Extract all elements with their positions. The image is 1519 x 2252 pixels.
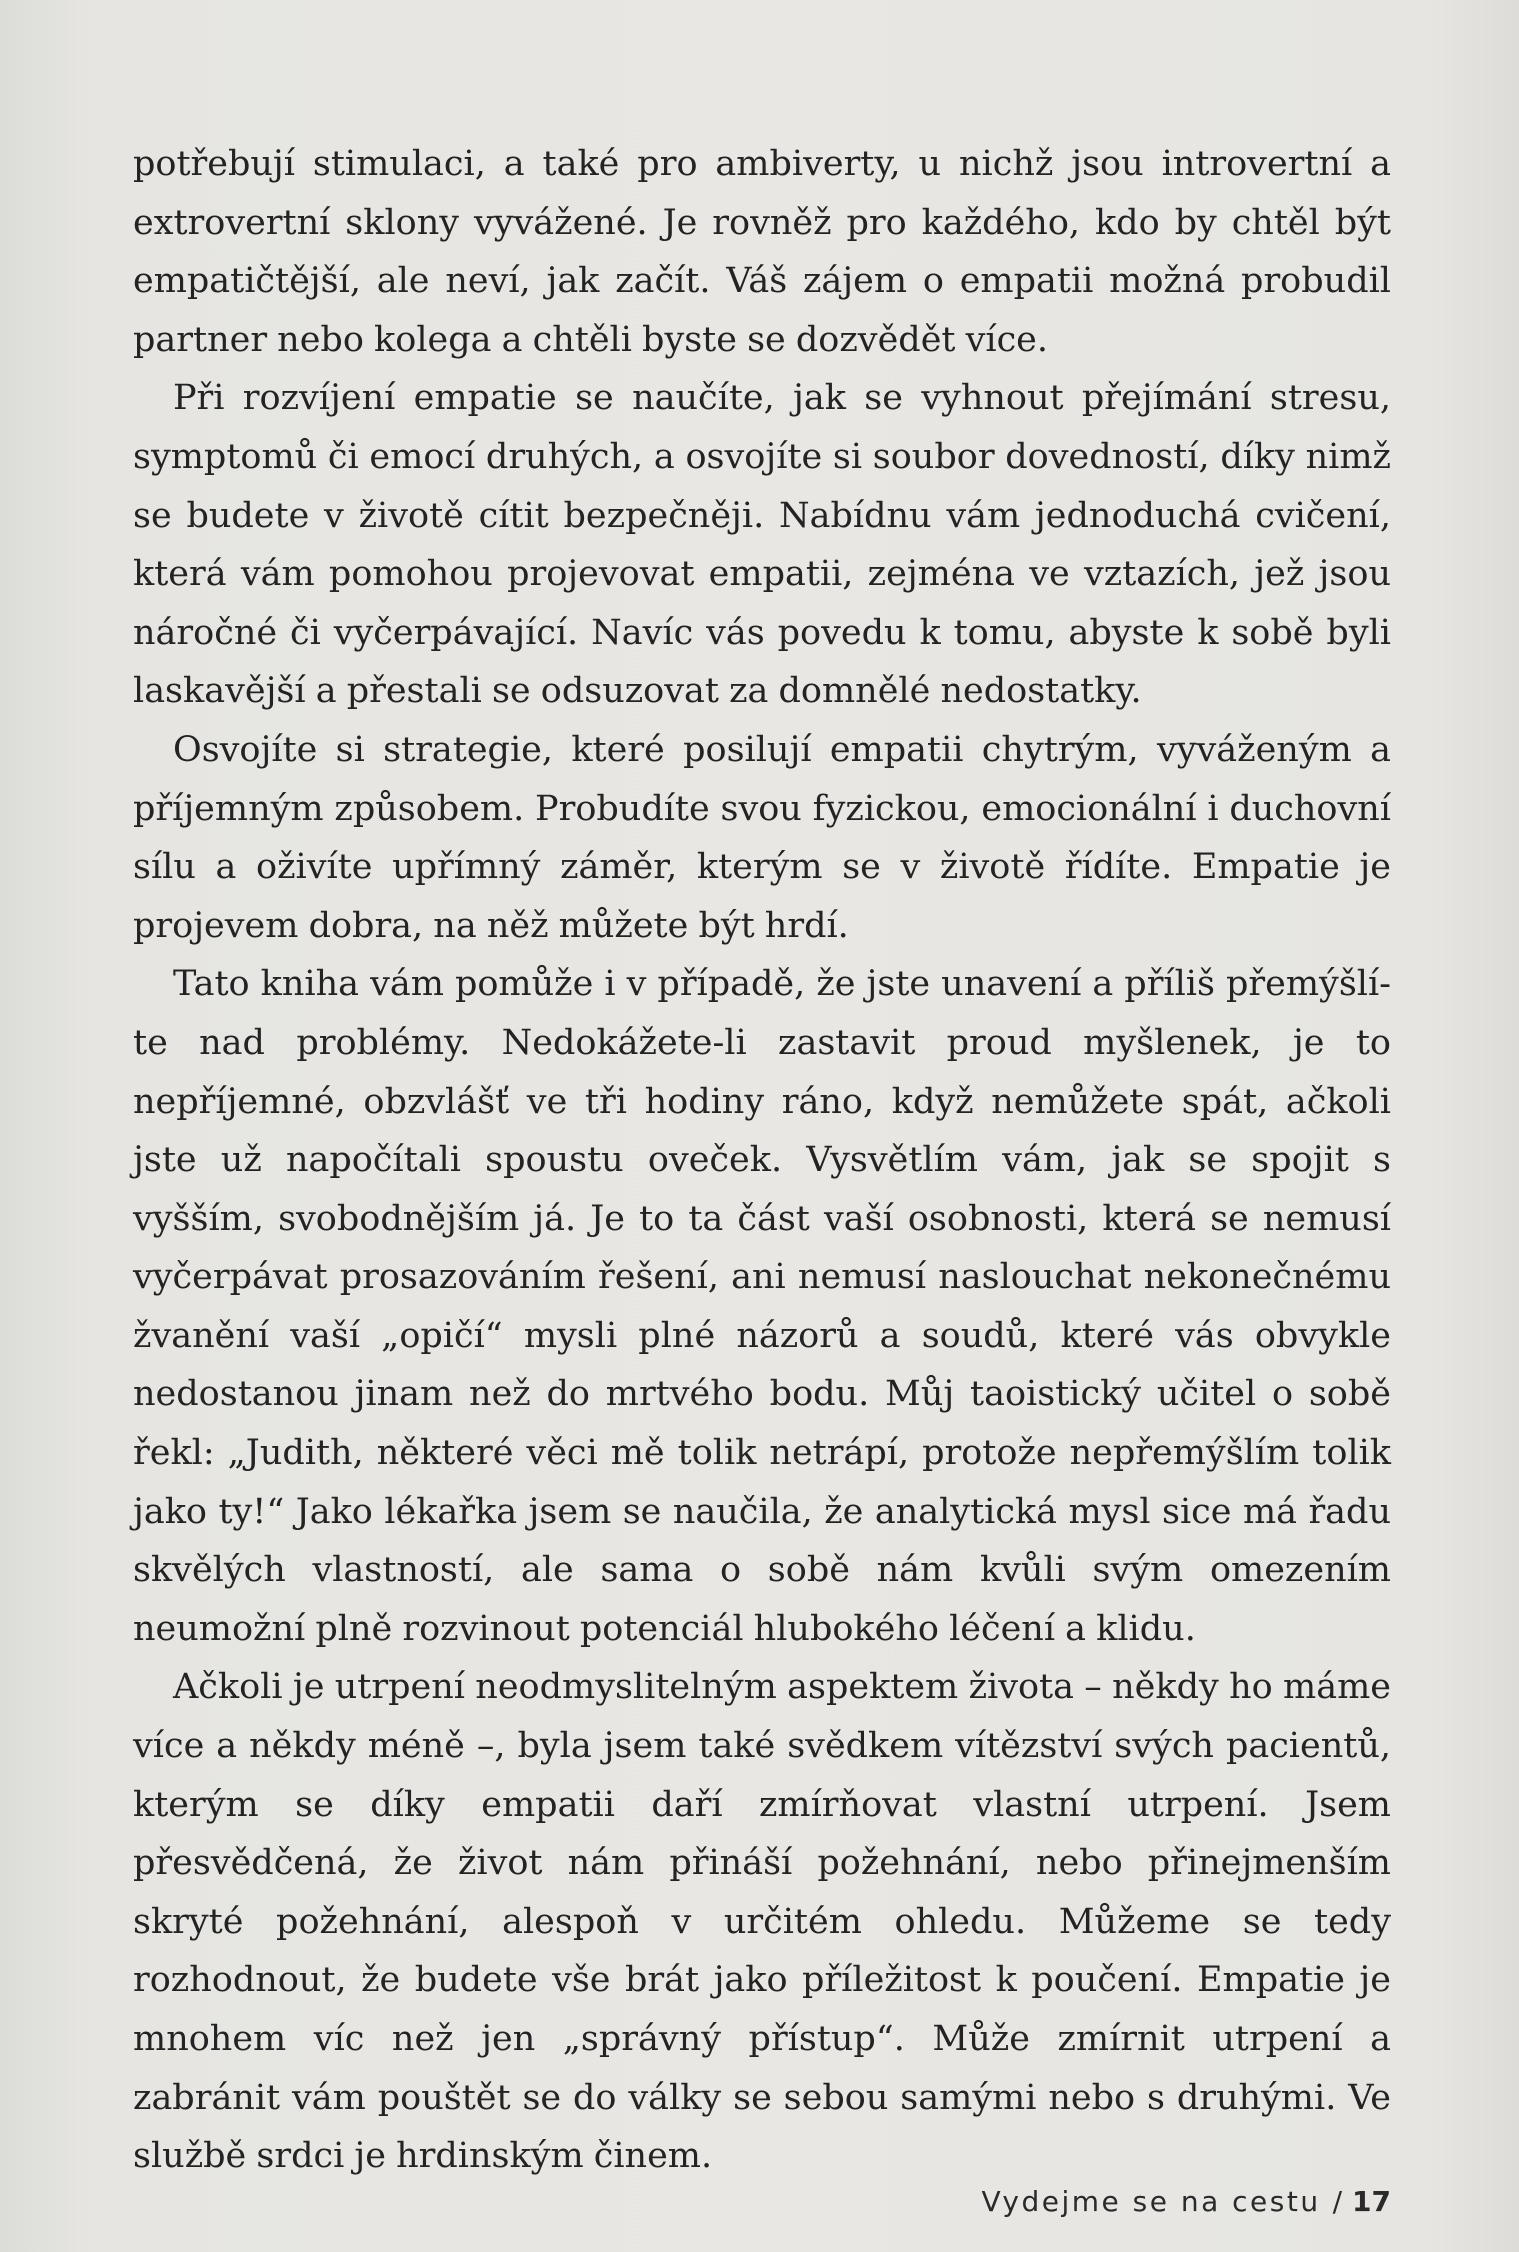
page-footer xyxy=(981,2182,1391,2222)
paragraph: potřebují stimulaci, a také pro ambiverty, u nichž jsou introvertní a extrovertní sklony vyvážené. Je rovněž pro každého, kdo by chtěl být empatičtější, ale neví, jak začít. Váš zájem o empatii možná probudil partner nebo kolega a chtěli byste se dozvědět více. xyxy=(133,144,1391,360)
paragraph: Při rozvíjení empatie se naučíte, jak se vyhnout přejímání stresu, symptomů či emocí druhých, a osvojíte si soubor dovedností, díky nimž se budete v životě cítit bezpečněji. Nabídnu vám jednoduchá cvičení, která vám pomohou projevovat empatii, zejména ve vztazích, jež jsou náročné či vyčerpávající. Navíc vás povedu k tomu, abyste k sobě byli laskavější a přestali se odsuzovat za domnělé nedostatky. xyxy=(133,378,1391,712)
body-text xyxy=(133,135,1391,2186)
paragraph: Tato kniha vám pomůže i v případě, že jste unavení a příliš přemýšlíte nad problémy. Nedokážete-li zastavit proud myšlenek, je to nepříjemné, obzvlášť ve tři hodiny ráno, když nemůžete spát, ačkoli jste už napočítali spoustu oveček. Vysvětlím vám, jak se spojit s vyšším, svobodnějším já. Je to ta část vaší osobnosti, která se nemusí vyčerpávat prosazováním řešení, ani nemusí naslouchat nekonečnému žvanění vaší „opičí“ mysli plné názorů a soudů, které vás obvykle nedostanou jinam než do mrtvého bodu. Můj taoistický učitel o sobě řekl: „Judith, některé věci mě tolik netrápí, protože nepřemýšlím tolik jako ty!“ Jako lékařka jsem se naučila, že analytická mysl sice má řadu skvělých vlastností, ale sama o sobě nám kvůli svým omezením neumožní plně rozvinout potenciál hlubokého léčení a klidu. xyxy=(133,964,1391,1649)
running-title: Vydejme se na cestu xyxy=(981,2185,1321,2218)
paragraph: Osvojíte si strategie, které posilují empatii chytrým, vyváženým a příjemným způsobem. Probudíte svou fyzickou, emocionální i duchovní sílu a oživíte upřímný záměr, kterým se v životě řídíte. Empatie je projevem dobra, na něž můžete být hrdí. xyxy=(133,729,1391,946)
paragraph: Ačkoli je utrpení neodmyslitelným aspektem života – někdy ho máme více a někdy méně –, byla jsem také svědkem vítězství svých pacientů, kterým se díky empatii daří zmírňovat vlastní utrpení. Jsem přesvědčená, že život nám přináší požehnání, nebo přinejmenším skryté požehnání, alespoň v určitém ohledu. Můžeme se tedy rozhodnout, že budete vše brát jako příležitost k poučení. Empatie je mnohem víc než jen „správný přístup“. Může zmírnit utrpení a zabránit vám pouštět se do války se sebou samými nebo s druhými. Ve službě srdci je hrdinským činem. xyxy=(133,1667,1391,2177)
page-number: 17 xyxy=(1352,2185,1391,2218)
footer-separator: / xyxy=(1332,2185,1343,2218)
